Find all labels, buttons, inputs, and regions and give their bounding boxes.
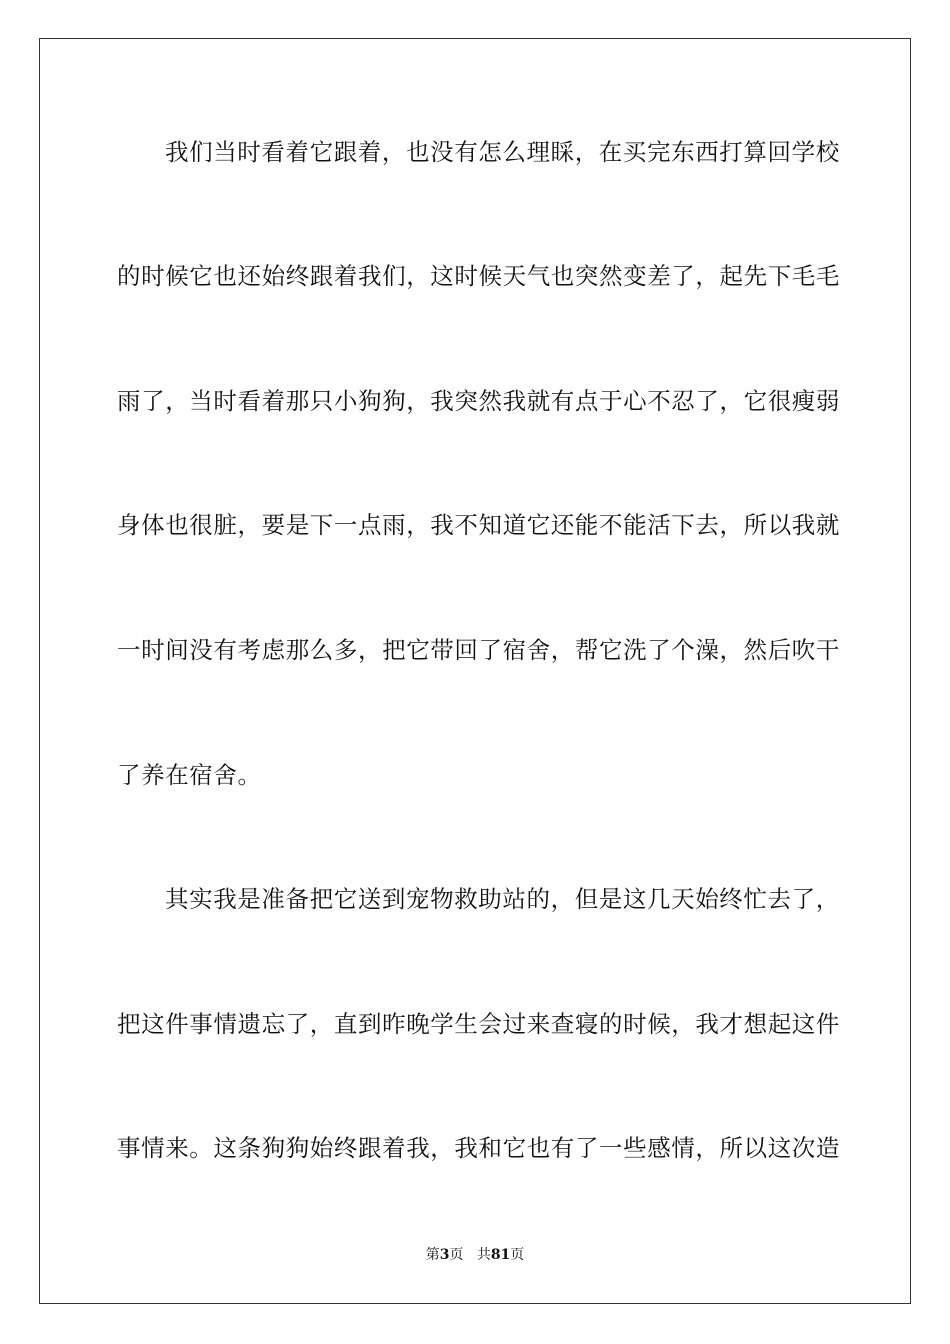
- text-line: 了养在宿舍。: [117, 761, 262, 789]
- text-line: 把这件事情遗忘了，直到昨晚学生会过来查寝的时候，我才想起这件: [117, 1010, 840, 1038]
- text-line: 雨了，当时看着那只小狗狗，我突然我就有点于心不忍了，它很瘦弱: [117, 387, 840, 415]
- text-line: 其实我是准备把它送到宠物救助站的，但是这几天始终忙去了，: [165, 885, 840, 913]
- page-footer: [0, 1246, 950, 1264]
- footer-page-word: 页: [449, 1247, 464, 1263]
- footer-total-prefix: 共: [476, 1247, 491, 1263]
- text-line: 身体也很脏，要是下一点雨，我不知道它还能不能活下去，所以我就: [117, 511, 840, 539]
- text-line: 的时候它也还始终跟着我们，这时候天气也突然变差了，起先下毛毛: [117, 262, 840, 290]
- page-border: [39, 38, 911, 1304]
- text-line: 我们当时看着它跟着，也没有怎么理睬，在买完东西打算回学校: [165, 138, 840, 166]
- total-pages-number: 81: [490, 1247, 511, 1263]
- text-line: 事情来。这条狗狗始终跟着我，我和它也有了一些感情，所以这次造: [117, 1134, 840, 1162]
- footer-total-word: 页: [510, 1247, 525, 1263]
- current-page-number: 3: [439, 1247, 450, 1263]
- text-line: 一时间没有考虑那么多，把它带回了宿舍，帮它洗了个澡，然后吹干: [117, 636, 840, 664]
- footer-prefix: 第: [425, 1247, 440, 1263]
